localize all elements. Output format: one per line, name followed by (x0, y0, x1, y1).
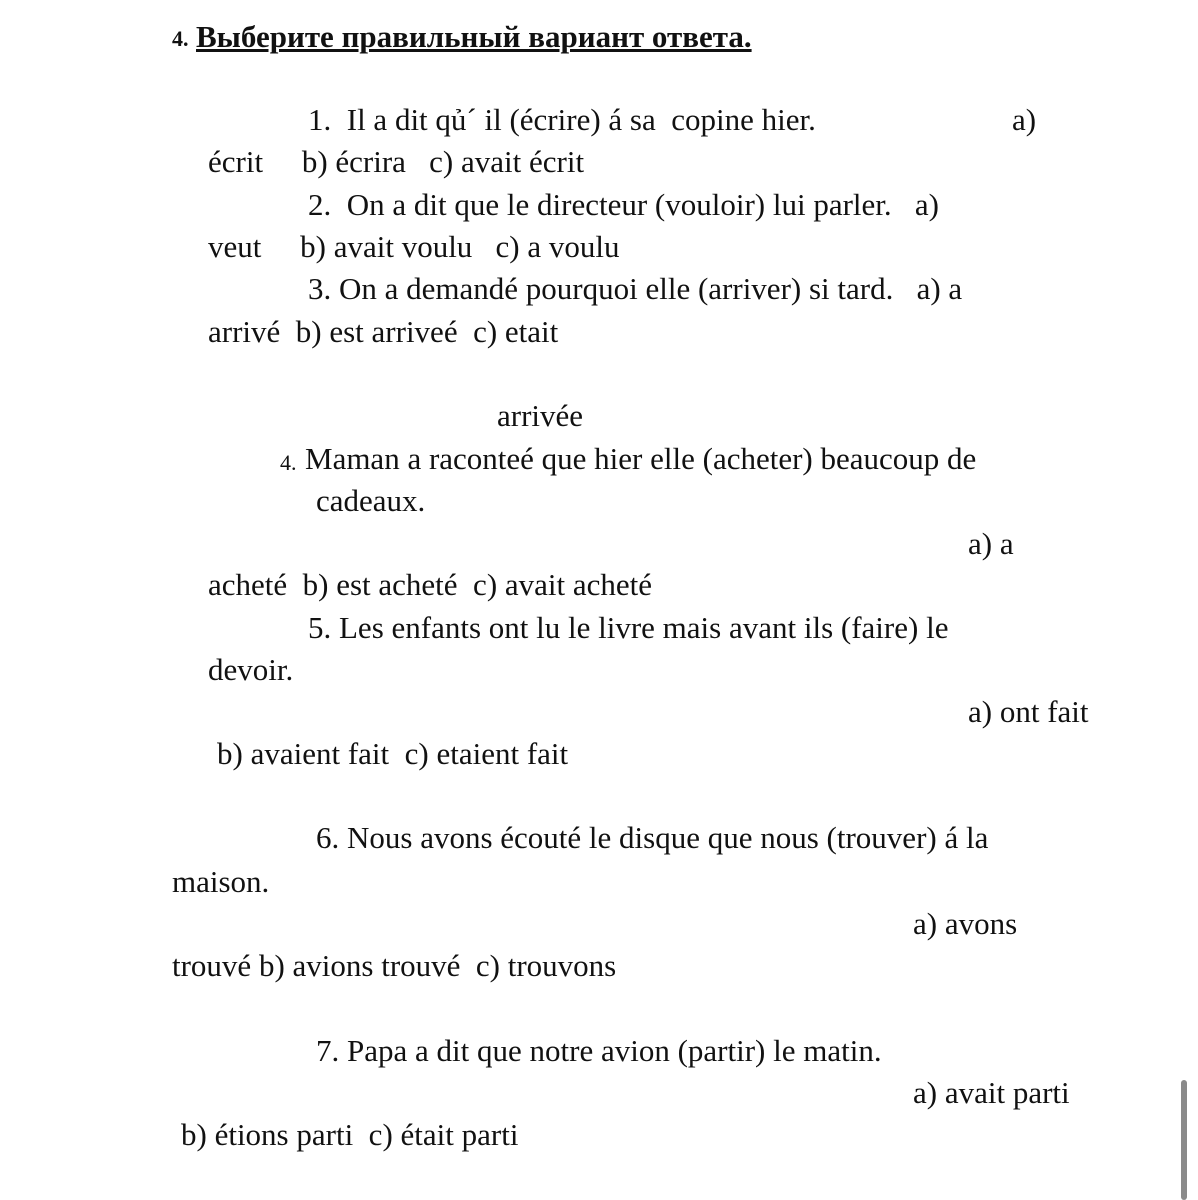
question-3-options: arrivé b) est arriveé c) etait (208, 314, 559, 349)
question-4-text: Maman a raconteé que hier elle (acheter) beaucoup de (305, 441, 977, 476)
question-5-options: b) avaient fait c) etaient fait (217, 736, 569, 771)
question-5-text: 5. Les enfants ont lu le livre mais avant ils (faire) le (308, 610, 949, 645)
question-5-option-a: a) ont fait (968, 694, 1089, 729)
question-4-number: 4. (280, 450, 297, 475)
question-3-text: 3. On a demandé pourquoi elle (arriver) si tard. a) a (308, 271, 963, 306)
question-1-option-a-label: a) (1012, 102, 1037, 137)
question-7-option-a: a) avait parti (913, 1075, 1070, 1110)
question-3-options-continued: arrivée (497, 398, 584, 433)
question-6-text-continued: maison. (172, 864, 270, 899)
question-5-text-continued: devoir. (208, 652, 294, 687)
question-4-option-a: a) a (968, 526, 1014, 561)
vertical-scrollbar[interactable] (1181, 1080, 1187, 1200)
exercise-title: Выберите правильный вариант ответа. (196, 19, 752, 54)
question-6-option-a: a) avons (913, 906, 1018, 941)
question-2-options: veut b) avait voulu c) a voulu (208, 229, 620, 264)
exercise-number: 4. (172, 26, 189, 51)
question-4-text-continued: cadeaux. (316, 483, 426, 518)
question-1-options: écrit b) écrira c) avait écrit (208, 144, 585, 179)
question-6-text: 6. Nous avons écouté le disque que nous (trouver) á la (316, 820, 989, 855)
question-7-text: 7. Papa a dit que notre avion (partir) le matin. (316, 1033, 882, 1068)
question-4-options: acheté b) est acheté c) avait acheté (208, 567, 653, 602)
question-2-text: 2. On a dit que le directeur (vouloir) lui parler. a) (308, 187, 939, 222)
question-1-text: 1. Il a dit qủ´ il (écrire) á sa copine hier. (308, 102, 816, 137)
question-6-options: trouvé b) avions trouvé c) trouvons (172, 948, 617, 983)
question-7-options: b) étions parti c) était parti (181, 1117, 519, 1152)
